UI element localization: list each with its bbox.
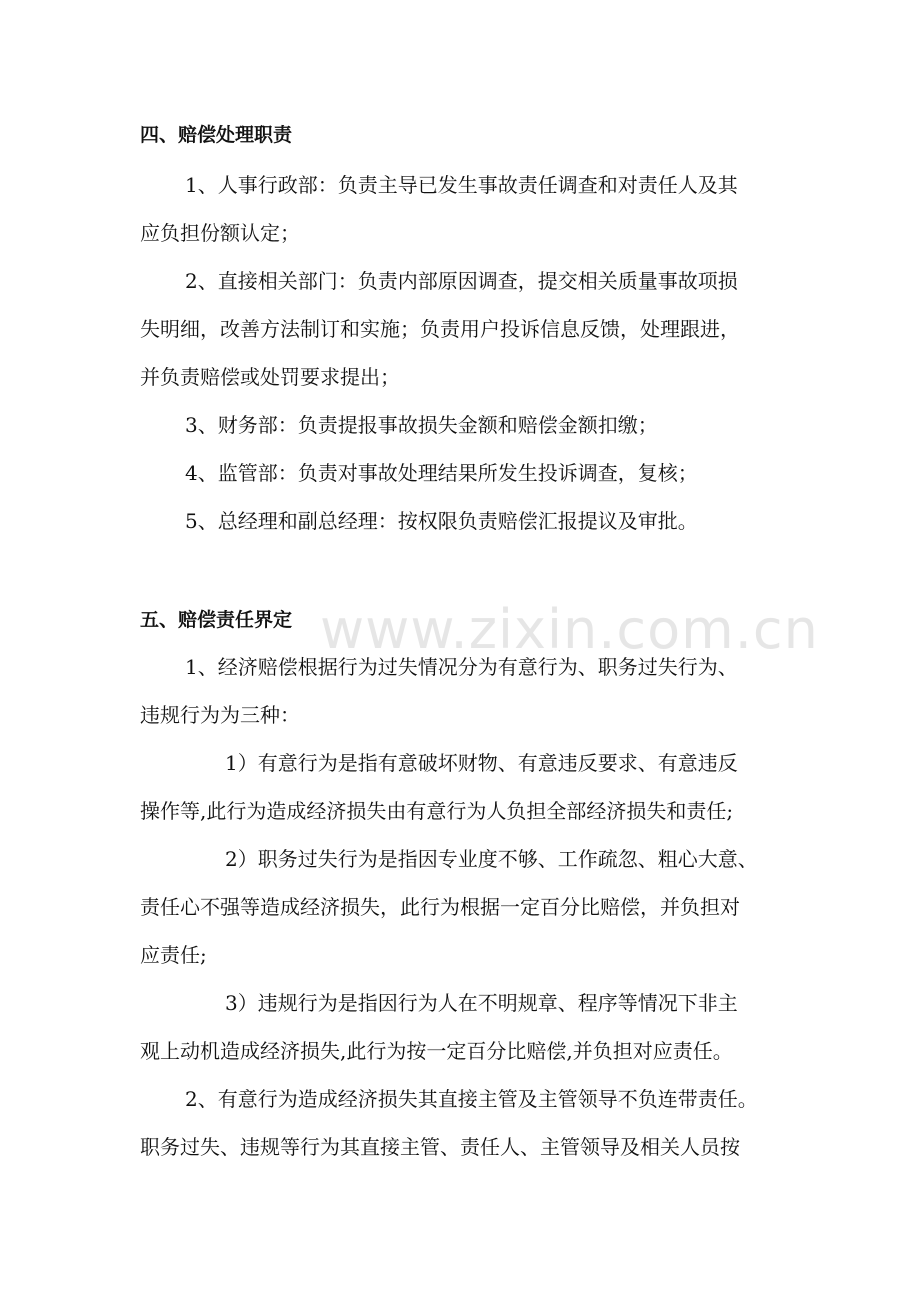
paragraph-line: 4、监管部：负责对事故处理结果所发生投诉调查，复核； [185, 461, 698, 485]
paragraph-line: 1、人事行政部：负责主导已发生事故责任调查和对责任人及其 [185, 173, 738, 197]
paragraph-line: 2、有意行为造成经济损失其直接主管及主管领导不负连带责任。 [185, 1087, 758, 1111]
paragraph-line: 应负担份额认定； [140, 221, 300, 245]
paragraph-line: 3、财务部：负责提报事故损失金额和赔偿金额扣缴； [185, 413, 658, 437]
section-5-heading: 五、赔偿责任界定 [140, 609, 293, 631]
paragraph-line: 应责任; [140, 943, 207, 967]
paragraph-line: 责任心不强等造成经济损失，此行为根据一定百分比赔偿，并负担对 [140, 895, 740, 919]
paragraph-line: 操作等,此行为造成经济损失由有意行为人负担全部经济损失和责任; [140, 799, 734, 823]
paragraph-line: 违规行为为三种： [140, 703, 300, 727]
paragraph-line: 观上动机造成经济损失,此行为按一定百分比赔偿,并负担对应责任。 [140, 1039, 733, 1063]
section-4-heading: 四、赔偿处理职责 [140, 124, 293, 146]
paragraph-line: 3）违规行为是指因行为人在不明规章、程序等情况下非主 [225, 991, 738, 1015]
paragraph-line: 1、经济赔偿根据行为过失情况分为有意行为、职务过失行为、 [185, 655, 738, 679]
paragraph-line: 2）职务过失行为是指因专业度不够、工作疏忽、粗心大意、 [225, 847, 758, 871]
paragraph-line: 2、直接相关部门：负责内部原因调查，提交相关质量事故项损 [185, 269, 738, 293]
paragraph-line: 5、总经理和副总经理：按权限负责赔偿汇报提议及审批。 [185, 509, 698, 533]
paragraph-line: 失明细，改善方法制订和实施；负责用户投诉信息反馈，处理跟进， [140, 317, 740, 341]
paragraph-line: 1）有意行为是指有意破坏财物、有意违反要求、有意违反 [225, 751, 738, 775]
paragraph-line: 职务过失、违规等行为其直接主管、责任人、主管领导及相关人员按 [140, 1135, 740, 1159]
watermark: www.zixin.com.cn [320, 598, 819, 661]
paragraph-line: 并负责赔偿或处罚要求提出； [140, 365, 400, 389]
